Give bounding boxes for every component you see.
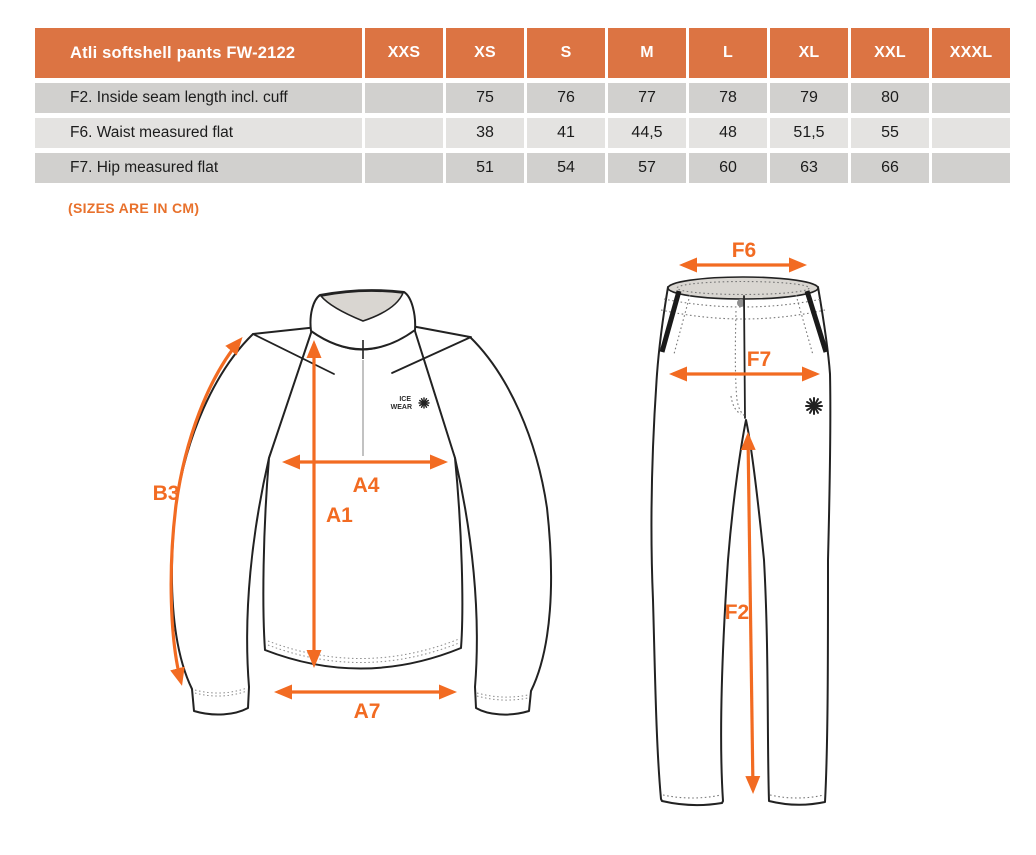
label-a7: A7 — [353, 700, 381, 723]
value-cell: 44,5 — [608, 118, 686, 148]
value-cell: 76 — [527, 83, 605, 113]
value-cell: 78 — [689, 83, 767, 113]
label-a4: A4 — [352, 474, 380, 497]
value-cell: 51,5 — [770, 118, 848, 148]
label-b3: B3 — [152, 482, 180, 505]
size-header-cell: XXS — [365, 28, 443, 78]
label-a1: A1 — [326, 504, 353, 527]
label-f6: F6 — [731, 239, 757, 262]
table-title-cell: Atli softshell pants FW-2122 — [35, 28, 362, 78]
value-cell: 80 — [851, 83, 929, 113]
value-cell: 79 — [770, 83, 848, 113]
waist-opening — [668, 277, 818, 299]
label-f2: F2 — [724, 601, 750, 624]
logo-text-bottom: WEAR — [390, 404, 412, 411]
value-cell: 60 — [689, 153, 767, 183]
size-header-cell: S — [527, 28, 605, 78]
sizes-note: (SIZES ARE IN CM) — [68, 200, 200, 216]
size-header-cell: XL — [770, 28, 848, 78]
fly-center-line — [744, 296, 745, 418]
value-cell: 66 — [851, 153, 929, 183]
logo-text-top: ICE — [399, 396, 411, 403]
label-f7: F7 — [746, 348, 772, 371]
row-label-cell: F6. Waist measured flat — [35, 118, 362, 148]
size-header-cell: XXXL — [932, 28, 1010, 78]
value-cell: 55 — [851, 118, 929, 148]
pants-body — [651, 280, 830, 805]
value-cell: 38 — [446, 118, 524, 148]
value-cell: 63 — [770, 153, 848, 183]
size-header-cell: XXL — [851, 28, 929, 78]
value-cell: 48 — [689, 118, 767, 148]
value-cell: 75 — [446, 83, 524, 113]
row-label-cell: F2. Inside seam length incl. cuff — [35, 83, 362, 113]
pullover-drawing — [153, 290, 552, 723]
value-cell: 77 — [608, 83, 686, 113]
value-cell: 57 — [608, 153, 686, 183]
value-cell: 41 — [527, 118, 605, 148]
size-header-cell: L — [689, 28, 767, 78]
size-header-cell: M — [608, 28, 686, 78]
value-cell: 51 — [446, 153, 524, 183]
value-cell: 54 — [527, 153, 605, 183]
row-label-cell: F7. Hip measured flat — [35, 153, 362, 183]
size-header-cell: XS — [446, 28, 524, 78]
pants-drawing — [651, 239, 830, 805]
